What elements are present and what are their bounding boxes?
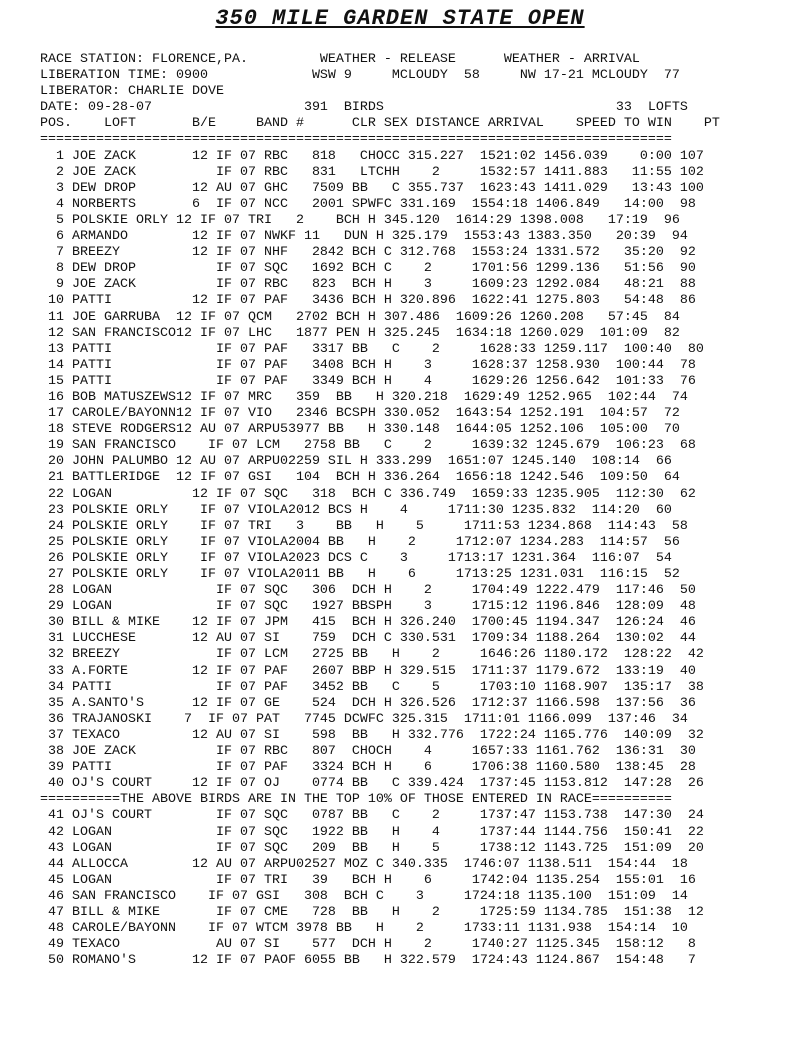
header-line: LIBERATOR: CHARLIE DOVE (40, 84, 224, 100)
result-row: 23 POLSKIE ORLY IF 07 VIOLA2012 BCS H 4 1711:30 1235.832 114:20 60 (40, 502, 672, 518)
result-row: 9 JOE ZACK IF 07 RBC 823 BCH H 3 1609:23 1292.084 48:21 88 (40, 277, 696, 293)
result-row: 17 CAROLE/BAYONN12 IF 07 VIO 2346 BCSPH 330.052 1643:54 1252.191 104:57 72 (40, 406, 680, 422)
result-row: 8 DEW DROP IF 07 SQC 1692 BCH C 2 1701:56 1299.136 51:56 90 (40, 261, 696, 277)
result-row: 26 POLSKIE ORLY IF 07 VIOLA2023 DCS C 3 1713:17 1231.364 116:07 54 (40, 550, 672, 566)
result-row: 44 ALLOCCA 12 AU 07 ARPU02527 MOZ C 340.335 1746:07 1138.511 154:44 18 (40, 856, 688, 872)
header-line: RACE STATION: FLORENCE,PA. WEATHER - RELEASE WEATHER - ARRIVAL (40, 52, 640, 67)
report-title: 350 MILE GARDEN STATE OPEN (215, 6, 585, 31)
result-row: 38 JOE ZACK IF 07 RBC 807 CHOCH 4 1657:33 1161.762 136:31 30 (40, 744, 696, 760)
result-row: 6 ARMANDO 12 IF 07 NWKF 11 DUN H 325.179 1553:43 1383.350 20:39 94 (40, 229, 688, 245)
results-top-10-percent (40, 149, 720, 793)
result-row: 14 PATTI IF 07 PAF 3408 BCH H 3 1628:37 1258.930 100:44 78 (40, 357, 696, 373)
result-row: 15 PATTI IF 07 PAF 3349 BCH H 4 1629:26 1256.642 101:33 76 (40, 373, 696, 389)
result-row: 3 DEW DROP 12 AU 07 GHC 7509 BB C 355.737 1623:43 1411.029 13:43 100 (40, 180, 704, 196)
result-row: 45 LOGAN IF 07 TRI 39 BCH H 6 1742:04 1135.254 155:01 16 (40, 872, 696, 888)
result-row: 16 BOB MATUSZEWS12 IF 07 MRC 359 BB H 320.218 1629:49 1252.965 102:44 74 (40, 389, 688, 405)
result-row: 7 BREEZY 12 IF 07 NHF 2842 BCH C 312.768 1553:24 1331.572 35:20 92 (40, 245, 696, 261)
result-row: 49 TEXACO AU 07 SI 577 DCH H 2 1740:27 1125.345 158:12 8 (40, 937, 696, 953)
result-row: 12 SAN FRANCISCO12 IF 07 LHC 1877 PEN H 325.245 1634:18 1260.029 101:09 82 (40, 325, 680, 341)
header-line: LIBERATION TIME: 0900 WSW 9 MCLOUDY 58 NW 17-21 MCLOUDY 77 (40, 68, 680, 84)
result-row: 11 JOE GARRUBA 12 IF 07 QCM 2702 BCH H 307.486 1609:26 1260.208 57:45 84 (40, 309, 680, 325)
race-report (40, 52, 720, 969)
result-row: 4 NORBERTS 6 IF 07 NCC 2001 SPWFC 331.169 1554:18 1406.849 14:00 98 (40, 196, 696, 212)
result-row: 1 JOE ZACK 12 IF 07 RBC 818 CHOCC 315.227 1521:02 1456.039 0:00 107 (40, 148, 704, 164)
result-row: 2 JOE ZACK IF 07 RBC 831 LTCHH 2 1532:57 1411.883 11:55 102 (40, 164, 704, 180)
result-row: 19 SAN FRANCISCO IF 07 LCM 2758 BB C 2 1639:32 1245.679 106:23 68 (40, 438, 696, 454)
result-row: 31 LUCCHESE 12 AU 07 SI 759 DCH C 330.531 1709:34 1188.264 130:02 44 (40, 631, 696, 647)
result-row: 37 TEXACO 12 AU 07 SI 598 BB H 332.776 1722:24 1165.776 140:09 32 (40, 727, 704, 743)
result-row: 47 BILL & MIKE IF 07 CME 728 BB H 2 1725:59 1134.785 151:38 12 (40, 904, 704, 920)
header-line: DATE: 09-28-07 391 BIRDS 33 LOFTS (40, 100, 688, 116)
result-row: 41 OJ'S COURT IF 07 SQC 0787 BB C 2 1737:47 1153.738 147:30 24 (40, 808, 704, 824)
result-row: 10 PATTI 12 IF 07 PAF 3436 BCH H 320.896 1622:41 1275.803 54:48 86 (40, 293, 696, 309)
result-row: 43 LOGAN IF 07 SQC 209 BB H 5 1738:12 1143.725 151:09 20 (40, 840, 704, 856)
result-row: 13 PATTI IF 07 PAF 3317 BB C 2 1628:33 1259.117 100:40 80 (40, 341, 704, 357)
result-row: 27 POLSKIE ORLY IF 07 VIOLA2011 BB H 6 1713:25 1231.031 116:15 52 (40, 567, 680, 582)
results-remaining (40, 808, 720, 969)
result-row: 39 PATTI IF 07 PAF 3324 BCH H 6 1706:38 1160.580 138:45 28 (40, 760, 696, 776)
result-row: 20 JOHN PALUMBO 12 AU 07 ARPU02259 SIL H 333.299 1651:07 1245.140 108:14 66 (40, 454, 672, 470)
result-row: 30 BILL & MIKE 12 IF 07 JPM 415 BCH H 326.240 1700:45 1194.347 126:24 46 (40, 615, 696, 631)
report-header (40, 52, 720, 149)
result-row: 33 A.FORTE 12 IF 07 PAF 2607 BBP H 329.515 1711:37 1179.672 133:19 40 (40, 663, 696, 679)
result-row: 18 STEVE RODGERS12 AU 07 ARPU53977 BB H 330.148 1644:05 1252.106 105:00 70 (40, 422, 680, 438)
result-row: 21 BATTLERIDGE 12 IF 07 GSI 104 BCH H 336.264 1656:18 1242.546 109:50 64 (40, 470, 680, 486)
result-row: 50 ROMANO'S 12 IF 07 PAOF 6055 BB H 322.579 1724:43 1124.867 154:48 7 (40, 953, 696, 969)
result-row: 35 A.SANTO'S 12 IF 07 GE 524 DCH H 326.526 1712:37 1166.598 137:56 36 (40, 695, 696, 711)
result-row: 22 LOGAN 12 IF 07 SQC 318 BCH C 336.749 1659:33 1235.905 112:30 62 (40, 486, 696, 502)
result-row: 29 LOGAN IF 07 SQC 1927 BBSPH 3 1715:12 1196.846 128:09 48 (40, 599, 696, 615)
result-row: 5 POLSKIE ORLY 12 IF 07 TRI 2 BCH H 345.120 1614:29 1398.008 17:19 96 (40, 212, 680, 228)
result-row: 48 CAROLE/BAYONN IF 07 WTCM 3978 BB H 2 1733:11 1131.938 154:14 10 (40, 921, 688, 937)
result-row: 46 SAN FRANCISCO IF 07 GSI 308 BCH C 3 1724:18 1135.100 151:09 14 (40, 888, 688, 904)
result-row: 40 OJ'S COURT 12 IF 07 OJ 0774 BB C 339.424 1737:45 1153.812 147:28 26 (40, 776, 704, 792)
result-row: 32 BREEZY IF 07 LCM 2725 BB H 2 1646:26 1180.172 128:22 42 (40, 647, 704, 663)
result-row: 24 POLSKIE ORLY IF 07 TRI 3 BB H 5 1711:53 1234.868 114:43 58 (40, 518, 688, 534)
top-10-percent-divider: ==========THE ABOVE BIRDS ARE IN THE TOP 10% OF THOSE ENTERED IN RACE========== (40, 792, 672, 808)
header-line: =============================================================================== (40, 132, 672, 148)
header-line: POS. LOFT B/E BAND # CLR SEX DISTANCE ARRIVAL SPEED TO WIN PT (40, 116, 720, 132)
result-row: 28 LOGAN IF 07 SQC 306 DCH H 2 1704:49 1222.479 117:46 50 (40, 583, 696, 599)
result-row: 36 TRAJANOSKI 7 IF 07 PAT 7745 DCWFC 325.315 1711:01 1166.099 137:46 34 (40, 711, 688, 727)
result-row: 25 POLSKIE ORLY IF 07 VIOLA2004 BB H 2 1712:07 1234.283 114:57 56 (40, 534, 680, 550)
result-row: 34 PATTI IF 07 PAF 3452 BB C 5 1703:10 1168.907 135:17 38 (40, 679, 704, 695)
result-row: 42 LOGAN IF 07 SQC 1922 BB H 4 1737:44 1144.756 150:41 22 (40, 824, 704, 840)
